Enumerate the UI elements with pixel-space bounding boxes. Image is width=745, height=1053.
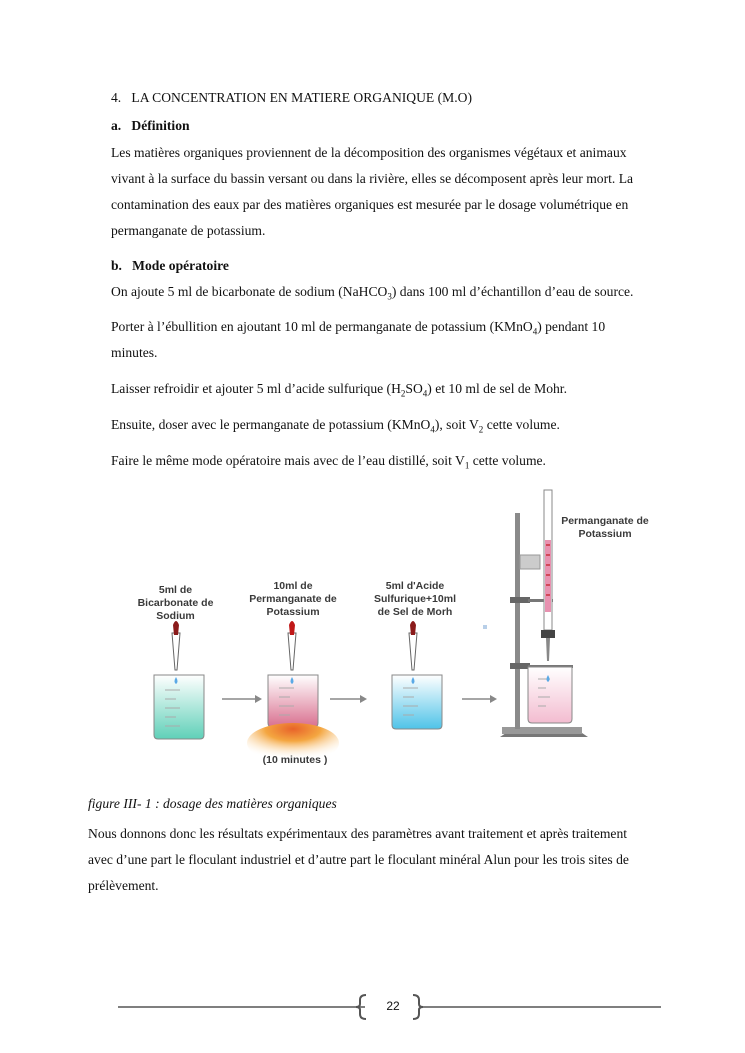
mode-step-3: Laisser refroidir et ajouter 5 ml d’acide sulfurique $(H_2SO_4)$ et 10 ml de sel de Mohr. bbox=[111, 381, 567, 399]
mode-step-1: On ajoute 5 ml de bicarbonate de sodium (NaHCO$_3$) dans 100 ml d’échantillon d’eau de source. bbox=[111, 284, 634, 302]
section-title: LA CONCENTRATION EN MATIERE ORGANIQUE (M.O) bbox=[131, 90, 472, 105]
definition-line-2: vivant à la surface du bassin versant ou dans la rivière, elles se décomposent après leur mort. La bbox=[111, 171, 634, 186]
burette-label: Permanganate de Potassium bbox=[561, 515, 649, 540]
definition-title: Définition bbox=[131, 118, 190, 133]
mode-title: Mode opératoire bbox=[132, 258, 229, 273]
beaker-1 bbox=[154, 621, 204, 739]
definition-line-3: contamination des eaux par des matières organiques est mesurée par le dosage volumétrique en bbox=[111, 197, 629, 212]
arrow-2 bbox=[330, 695, 367, 703]
arrow-1 bbox=[222, 695, 262, 703]
section-heading bbox=[111, 90, 472, 106]
left-brace-icon bbox=[355, 994, 369, 1020]
mode-letter: b. bbox=[111, 258, 122, 273]
beaker-2 bbox=[247, 621, 339, 763]
footer-rule-right bbox=[421, 1006, 661, 1008]
arrow-3 bbox=[462, 695, 497, 703]
marker-dot bbox=[483, 625, 487, 629]
definition-line-1: Les matières organiques proviennent de la décomposition des organismes végétaux et animaux bbox=[111, 145, 627, 160]
beaker-3 bbox=[392, 621, 442, 729]
mode-step-5: Faire le même mode opératoire mais avec de l’eau distillé, soit $V_1$ cette volume. bbox=[111, 453, 546, 471]
conclusion-line-3: prélèvement. bbox=[88, 878, 159, 893]
footer-rule-left bbox=[118, 1006, 365, 1008]
figure-caption: figure III- 1 : dosage des matières organiques bbox=[88, 796, 337, 811]
conclusion-line-1: Nous donnons donc les résultats expérimentaux des paramètres avant traitement et après traitement bbox=[88, 826, 628, 841]
step-a-label: 5ml de Bicarbonate de Sodium bbox=[137, 584, 214, 622]
step-c-label: 5ml d'Acide Sulfurique+10ml de Sel de Morh bbox=[374, 580, 456, 618]
definition-heading bbox=[111, 118, 190, 134]
mode-heading bbox=[111, 258, 229, 274]
figure-illustration bbox=[110, 485, 670, 770]
page-number: 22 bbox=[386, 999, 400, 1013]
mode-step-2-cont: minutes. bbox=[111, 345, 158, 360]
definition-letter: a. bbox=[111, 118, 122, 133]
heat-duration-label: (10 minutes ) bbox=[262, 754, 328, 766]
section-number: 4. bbox=[111, 90, 122, 105]
step-b-label: 10ml de Permanganate de Potassium bbox=[249, 580, 337, 618]
mode-step-4: Ensuite, doser avec le permanganate de potassium (KMnO$_4$), soit $V_2$ cette volume. bbox=[111, 417, 560, 435]
definition-line-4: permanganate de potassium. bbox=[111, 223, 266, 238]
conclusion-line-2: avec d’une part le floculant industriel et d’autre part le floculant minéral Alun pour les trois sites de bbox=[88, 852, 629, 867]
mode-step-2: Porter à l’ébullition en ajoutant 10 ml de permanganate de potassium (KMnO$_4$) pendant 10 bbox=[111, 319, 606, 337]
